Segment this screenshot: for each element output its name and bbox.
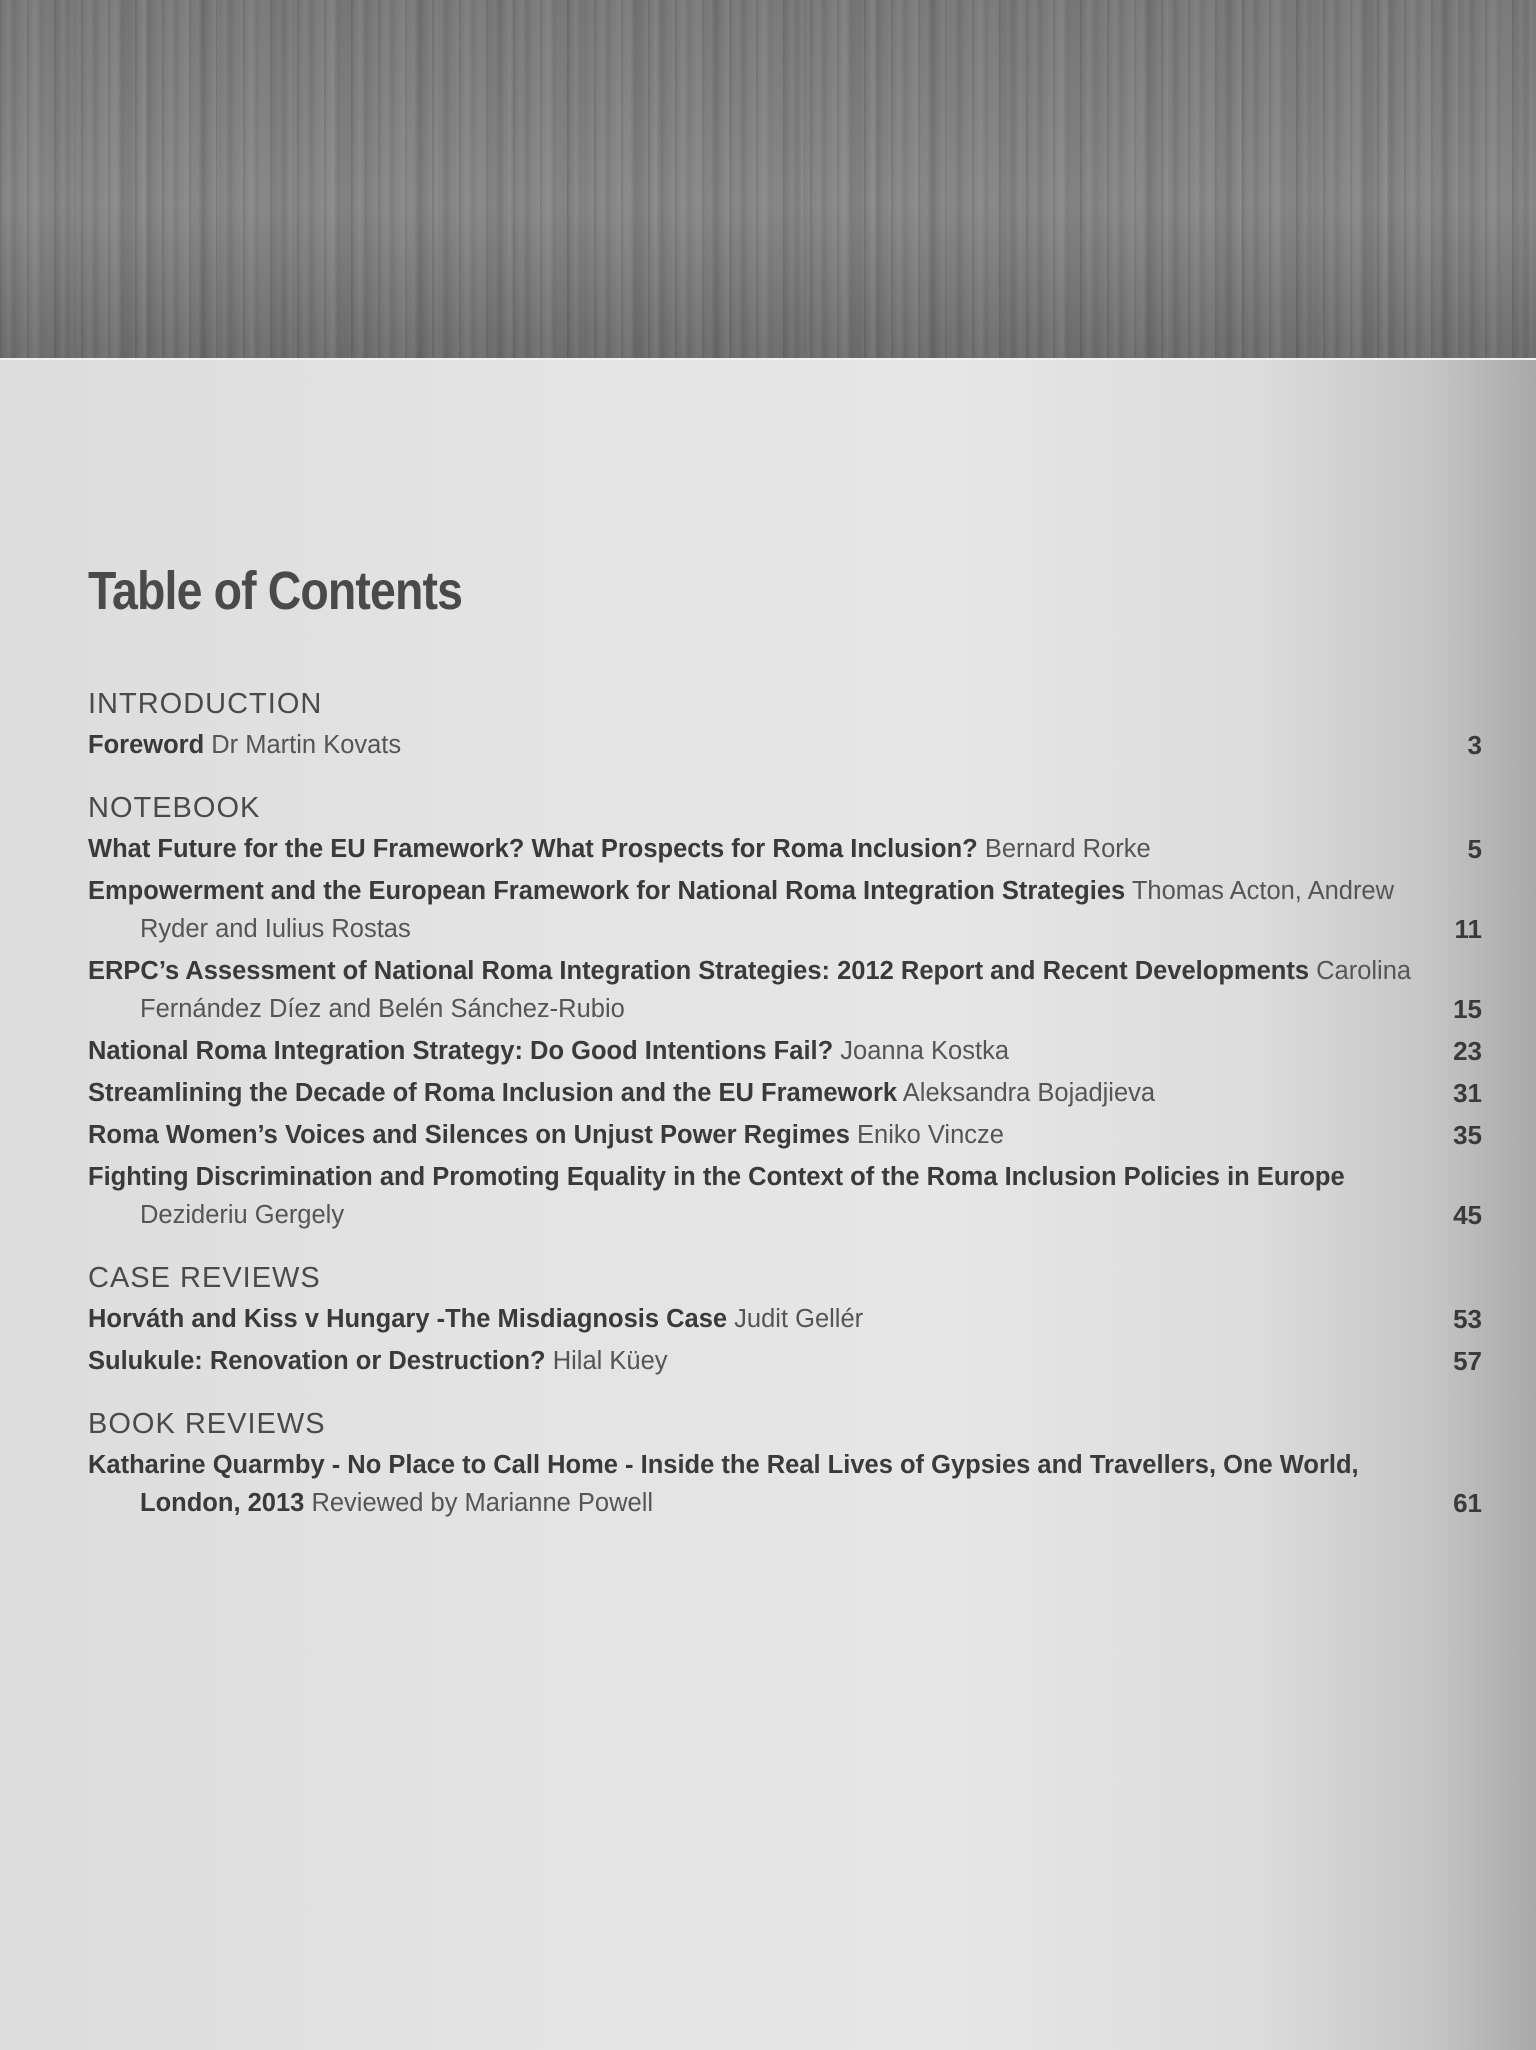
entry-author: Bernard Rorke	[984, 835, 1151, 863]
entry-page-number: 3	[1467, 730, 1482, 760]
entry-page-number: 11	[1454, 914, 1482, 944]
entry-page-number: 35	[1453, 1120, 1482, 1150]
entry-title: Foreword	[88, 731, 205, 759]
entry-author: Dr Martin Kovats	[211, 731, 402, 759]
entry-title: Streamlining the Decade of Roma Inclusion and the EU Framework	[88, 1079, 898, 1107]
toc-entry[interactable]	[88, 1074, 1482, 1112]
toc-entry[interactable]	[88, 726, 1482, 764]
entry-title: Roma Women’s Voices and Silences on Unjust Power Regimes	[88, 1121, 850, 1149]
toc-entry[interactable]	[88, 1300, 1482, 1338]
entry-page-number: 5	[1467, 834, 1482, 864]
entry-author: Dezideriu Gergely	[140, 1201, 345, 1229]
entry-page-number: 15	[1453, 994, 1482, 1024]
entry-page-number: 23	[1453, 1036, 1482, 1066]
entry-author: Thomas Acton, Andrew Ryder and Iulius Rostas	[140, 877, 1395, 943]
toc-entry[interactable]	[88, 952, 1482, 1028]
section-case-reviews	[88, 1260, 1482, 1380]
entry-title: Fighting Discrimination and Promoting Equality in the Context of the Roma Inclusion Policies in Europe	[88, 1163, 1345, 1191]
entry-title: National Roma Integration Strategy: Do Good Intentions Fail?	[88, 1037, 834, 1065]
toc-entry[interactable]	[88, 1446, 1482, 1522]
entry-title: Horváth and Kiss v Hungary -The Misdiagnosis Case	[88, 1305, 728, 1333]
section-book-reviews	[88, 1406, 1482, 1522]
entry-author: Carolina Fernández Díez and Belén Sánchez-Rubio	[140, 957, 1412, 1023]
page-title: Table of Contents	[88, 561, 463, 621]
section-heading: BOOK REVIEWS	[88, 1408, 326, 1440]
entry-title: What Future for the EU Framework? What Prospects for Roma Inclusion?	[88, 835, 978, 863]
entry-page-number: 31	[1453, 1078, 1482, 1108]
entry-page-number: 53	[1453, 1304, 1482, 1334]
entry-title: Sulukule: Renovation or Destruction?	[88, 1347, 546, 1375]
entry-title: ERPC’s Assessment of National Roma Integration Strategies: 2012 Report and Recent Developments	[88, 957, 1310, 985]
entry-author: Judit Gellér	[734, 1305, 864, 1333]
toc-entry[interactable]	[88, 1032, 1482, 1070]
toc-entry[interactable]	[88, 1342, 1482, 1380]
entry-author: Hilal Küey	[552, 1347, 668, 1375]
toc-entry[interactable]	[88, 1158, 1482, 1234]
entry-title: Katharine Quarmby - No Place to Call Home - Inside the Real Lives of Gypsies and Travellers, One World, London, 2013	[88, 1451, 1359, 1517]
entry-author: Aleksandra Bojadjieva	[902, 1079, 1156, 1107]
entry-page-number: 45	[1453, 1200, 1482, 1230]
entry-page-number: 57	[1453, 1346, 1482, 1376]
section-heading: NOTEBOOK	[88, 792, 261, 824]
section-introduction	[88, 686, 1482, 764]
table-of-contents	[88, 686, 1482, 1548]
section-heading: CASE REVIEWS	[88, 1262, 321, 1294]
toc-entry[interactable]	[88, 1116, 1482, 1154]
entry-page-number: 61	[1453, 1488, 1482, 1518]
entry-author: Reviewed by Marianne Powell	[311, 1489, 654, 1517]
wood-background	[0, 0, 1536, 372]
section-heading: INTRODUCTION	[88, 688, 323, 720]
toc-entry[interactable]	[88, 830, 1482, 868]
section-notebook	[88, 790, 1482, 1234]
entry-author: Eniko Vincze	[857, 1121, 1004, 1149]
entry-title: Empowerment and the European Framework for National Roma Integration Strategies	[88, 877, 1126, 905]
entry-author: Joanna Kostka	[840, 1037, 1009, 1065]
toc-entry[interactable]	[88, 872, 1482, 948]
